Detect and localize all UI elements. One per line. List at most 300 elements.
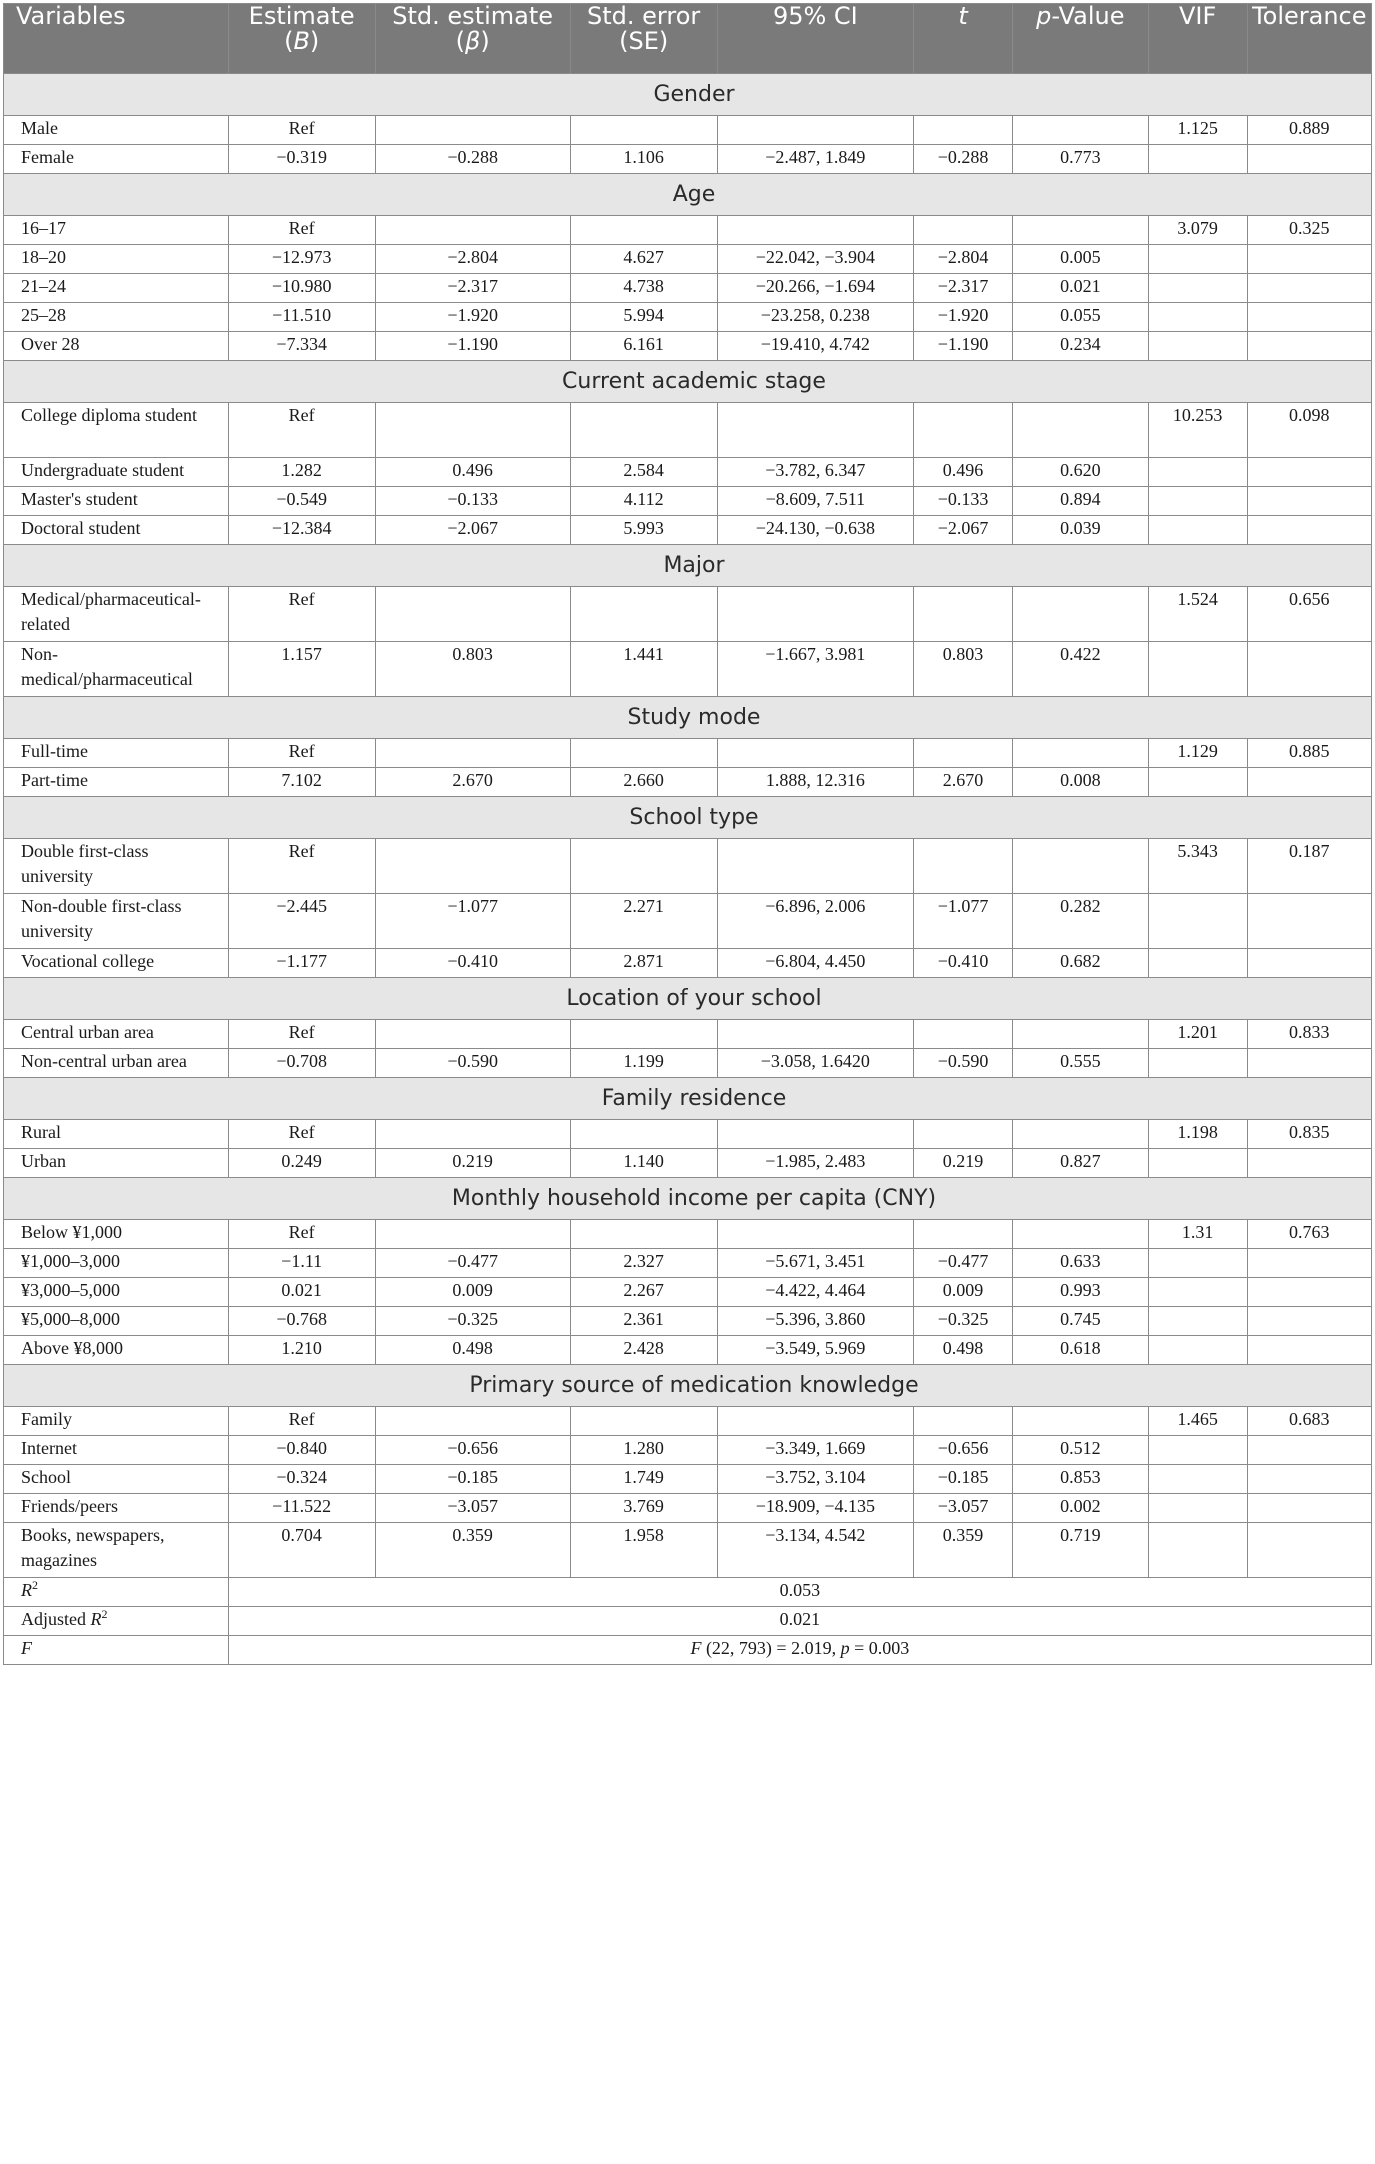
cell-std-estimate: −3.057 [375,1494,570,1523]
stat-row-f [4,1636,1372,1665]
stat-row-adjusted-r2 [4,1607,1372,1636]
cell-vif [1148,768,1247,797]
cell-std-error: 4.738 [570,274,717,303]
stat-value: 0.053 [228,1578,1371,1607]
cell-p-value: 0.282 [1013,894,1149,949]
cell-vif [1148,245,1247,274]
cell-p-value: 0.719 [1013,1523,1149,1578]
cell-t-value [914,587,1013,642]
row-label: Doctoral student [4,516,229,545]
cell-estimate: −2.445 [228,894,375,949]
cell-std-estimate: −0.590 [375,1049,570,1078]
cell-estimate: 0.704 [228,1523,375,1578]
cell-tolerance [1247,487,1371,516]
cell-estimate: 0.021 [228,1278,375,1307]
cell-vif: 1.129 [1148,739,1247,768]
row-label: Full-time [4,739,229,768]
cell-p-value [1013,1120,1149,1149]
row-label: Below ¥1,000 [4,1220,229,1249]
cell-p-value: 0.618 [1013,1336,1149,1365]
table-row [4,1249,1372,1278]
cell-p-value: 0.853 [1013,1465,1149,1494]
cell-estimate: −12.973 [228,245,375,274]
table-row [4,1220,1372,1249]
cell-estimate: −0.549 [228,487,375,516]
cell-estimate: 1.157 [228,642,375,697]
row-label: Friends/peers [4,1494,229,1523]
cell-tolerance: 0.885 [1247,739,1371,768]
cell-std-estimate: 0.803 [375,642,570,697]
stat-label: F [4,1636,229,1665]
cell-t-value [914,1020,1013,1049]
cell-vif [1148,458,1247,487]
cell-ci: −19.410, 4.742 [717,332,913,361]
cell-std-error: 2.267 [570,1278,717,1307]
cell-ci: 1.888, 12.316 [717,768,913,797]
cell-std-estimate: 0.009 [375,1278,570,1307]
group-title: Age [4,174,1372,216]
table-row [4,1149,1372,1178]
group-title: Study mode [4,697,1372,739]
cell-ci [717,1407,913,1436]
cell-std-estimate [375,216,570,245]
cell-vif [1148,1249,1247,1278]
cell-vif [1148,1465,1247,1494]
table-row [4,1307,1372,1336]
cell-std-estimate: 0.359 [375,1523,570,1578]
cell-t-value [914,116,1013,145]
cell-estimate: 1.210 [228,1336,375,1365]
row-label: Female [4,145,229,174]
cell-p-value: 0.055 [1013,303,1149,332]
cell-t-value: 0.803 [914,642,1013,697]
group-title: School type [4,797,1372,839]
cell-p-value [1013,1220,1149,1249]
cell-std-error: 4.112 [570,487,717,516]
cell-t-value [914,739,1013,768]
row-label: 25–28 [4,303,229,332]
cell-ci: −3.782, 6.347 [717,458,913,487]
cell-std-estimate: −1.190 [375,332,570,361]
table-row [4,332,1372,361]
cell-ci: −5.671, 3.451 [717,1249,913,1278]
col-header-t: t [914,4,1013,74]
col-header-vif: VIF [1148,4,1247,74]
col-header-std-estimate: Std. estimate (β) [375,4,570,74]
cell-std-error: 1.280 [570,1436,717,1465]
table-row [4,516,1372,545]
cell-p-value: 0.021 [1013,274,1149,303]
cell-std-estimate: 0.496 [375,458,570,487]
cell-t-value: −0.288 [914,145,1013,174]
cell-vif [1148,1307,1247,1336]
cell-tolerance [1247,145,1371,174]
cell-estimate: −1.11 [228,1249,375,1278]
cell-tolerance: 0.325 [1247,216,1371,245]
table-row [4,216,1372,245]
cell-estimate: Ref [228,839,375,894]
col-header-p-value: p-Value [1013,4,1149,74]
table-row [4,1049,1372,1078]
cell-ci [717,1220,913,1249]
cell-t-value [914,403,1013,458]
cell-tolerance [1247,949,1371,978]
cell-t-value: −2.317 [914,274,1013,303]
cell-vif: 1.125 [1148,116,1247,145]
cell-ci: −3.349, 1.669 [717,1436,913,1465]
cell-std-error [570,1220,717,1249]
cell-std-estimate [375,403,570,458]
cell-tolerance [1247,1494,1371,1523]
row-label: ¥3,000–5,000 [4,1278,229,1307]
cell-estimate: −12.384 [228,516,375,545]
group-header-row [4,545,1372,587]
table-row [4,1120,1372,1149]
cell-tolerance: 0.656 [1247,587,1371,642]
cell-ci: −3.134, 4.542 [717,1523,913,1578]
model-stats [4,1578,1372,1665]
cell-tolerance: 0.683 [1247,1407,1371,1436]
cell-std-error: 1.106 [570,145,717,174]
cell-p-value: 0.422 [1013,642,1149,697]
group-title: Major [4,545,1372,587]
cell-ci: −6.804, 4.450 [717,949,913,978]
cell-ci: −24.130, −0.638 [717,516,913,545]
cell-std-estimate: 0.498 [375,1336,570,1365]
col-header-estimate: Estimate (B) [228,4,375,74]
cell-std-estimate: −0.477 [375,1249,570,1278]
cell-t-value: −0.477 [914,1249,1013,1278]
cell-p-value: 0.512 [1013,1436,1149,1465]
table-row [4,1278,1372,1307]
cell-std-error: 1.441 [570,642,717,697]
cell-std-estimate [375,739,570,768]
group-title: Location of your school [4,978,1372,1020]
cell-tolerance [1247,1523,1371,1578]
cell-t-value: −1.920 [914,303,1013,332]
row-label: Part-time [4,768,229,797]
cell-std-error: 1.749 [570,1465,717,1494]
cell-p-value: 0.002 [1013,1494,1149,1523]
cell-t-value [914,1220,1013,1249]
cell-vif: 1.524 [1148,587,1247,642]
cell-std-estimate: 2.670 [375,768,570,797]
row-label: Non-medical/pharmaceutical [4,642,229,697]
row-label: Medical/pharmaceutical-related [4,587,229,642]
cell-p-value: 0.773 [1013,145,1149,174]
cell-vif [1148,332,1247,361]
cell-t-value: 0.219 [914,1149,1013,1178]
cell-vif [1148,1336,1247,1365]
cell-std-error: 2.584 [570,458,717,487]
cell-vif: 1.31 [1148,1220,1247,1249]
cell-estimate: 7.102 [228,768,375,797]
cell-std-error [570,216,717,245]
cell-std-estimate: −1.920 [375,303,570,332]
cell-std-error [570,839,717,894]
cell-t-value: 0.359 [914,1523,1013,1578]
cell-tolerance [1247,1336,1371,1365]
table-row [4,145,1372,174]
cell-t-value: −2.067 [914,516,1013,545]
cell-tolerance [1247,245,1371,274]
cell-estimate: Ref [228,1407,375,1436]
cell-tolerance [1247,894,1371,949]
row-label: Rural [4,1120,229,1149]
cell-vif [1148,642,1247,697]
group-header-row [4,174,1372,216]
cell-vif [1148,1494,1247,1523]
cell-tolerance: 0.835 [1247,1120,1371,1149]
cell-vif [1148,274,1247,303]
stat-value: 0.021 [228,1607,1371,1636]
cell-std-estimate: −0.325 [375,1307,570,1336]
table-body [4,74,1372,1578]
cell-std-error: 3.769 [570,1494,717,1523]
cell-std-estimate [375,839,570,894]
table-row [4,1494,1372,1523]
cell-ci: −20.266, −1.694 [717,274,913,303]
cell-std-estimate: −2.317 [375,274,570,303]
cell-vif [1148,516,1247,545]
cell-tolerance [1247,1049,1371,1078]
cell-t-value: 0.496 [914,458,1013,487]
row-label: Internet [4,1436,229,1465]
cell-vif: 3.079 [1148,216,1247,245]
stat-value: F (22, 793) = 2.019, p = 0.003 [228,1636,1371,1665]
cell-estimate: Ref [228,1020,375,1049]
cell-ci: −1.667, 3.981 [717,642,913,697]
cell-p-value [1013,216,1149,245]
cell-ci [717,839,913,894]
cell-p-value: 0.620 [1013,458,1149,487]
table-row [4,1465,1372,1494]
cell-ci: −23.258, 0.238 [717,303,913,332]
cell-std-error [570,587,717,642]
cell-tolerance: 0.833 [1247,1020,1371,1049]
group-title: Family residence [4,1078,1372,1120]
cell-estimate: Ref [228,403,375,458]
cell-tolerance [1247,274,1371,303]
row-label: Vocational college [4,949,229,978]
cell-ci [717,403,913,458]
cell-std-estimate: 0.219 [375,1149,570,1178]
table-row [4,1523,1372,1578]
cell-estimate: Ref [228,1220,375,1249]
cell-std-estimate: −0.185 [375,1465,570,1494]
cell-p-value [1013,403,1149,458]
group-header-row [4,74,1372,116]
stat-label: Adjusted $R^2$ [4,1607,229,1636]
row-label: Family [4,1407,229,1436]
cell-p-value: 0.745 [1013,1307,1149,1336]
cell-p-value: 0.633 [1013,1249,1149,1278]
cell-std-estimate: −2.067 [375,516,570,545]
cell-vif [1148,949,1247,978]
cell-t-value: 2.670 [914,768,1013,797]
cell-tolerance [1247,1436,1371,1465]
row-label: College diploma student [4,403,229,458]
cell-std-estimate: −1.077 [375,894,570,949]
cell-estimate: Ref [228,587,375,642]
cell-std-estimate [375,1120,570,1149]
cell-estimate: Ref [228,216,375,245]
row-label: Double first-class university [4,839,229,894]
cell-t-value: 0.498 [914,1336,1013,1365]
group-header-row [4,697,1372,739]
cell-vif [1148,1523,1247,1578]
cell-p-value [1013,1020,1149,1049]
col-header-ci: 95% CI [717,4,913,74]
cell-tolerance [1247,1278,1371,1307]
cell-std-estimate: −2.804 [375,245,570,274]
group-title: Gender [4,74,1372,116]
cell-vif [1148,894,1247,949]
cell-ci [717,116,913,145]
cell-std-error [570,403,717,458]
row-label: Non-central urban area [4,1049,229,1078]
cell-std-error: 5.993 [570,516,717,545]
row-label: 16–17 [4,216,229,245]
cell-t-value: −1.077 [914,894,1013,949]
table-row [4,403,1372,458]
stat-row-r2 [4,1578,1372,1607]
cell-std-error: 2.327 [570,1249,717,1278]
group-header-row [4,1178,1372,1220]
cell-vif [1148,1149,1247,1178]
cell-estimate: −11.510 [228,303,375,332]
table-row [4,1336,1372,1365]
cell-p-value: 0.682 [1013,949,1149,978]
col-header-variables: Variables [4,4,229,74]
group-title: Primary source of medication knowledge [4,1365,1372,1407]
cell-std-estimate: −0.410 [375,949,570,978]
cell-std-estimate: −0.288 [375,145,570,174]
table-row [4,739,1372,768]
table-row [4,949,1372,978]
table-row [4,587,1372,642]
cell-estimate: −0.324 [228,1465,375,1494]
group-header-row [4,978,1372,1020]
stat-label: $R^2$ [4,1578,229,1607]
cell-tolerance: 0.889 [1247,116,1371,145]
cell-std-error: 1.199 [570,1049,717,1078]
cell-std-estimate: −0.133 [375,487,570,516]
cell-estimate: −10.980 [228,274,375,303]
row-label: 21–24 [4,274,229,303]
cell-std-estimate [375,116,570,145]
cell-ci: −4.422, 4.464 [717,1278,913,1307]
group-title: Current academic stage [4,361,1372,403]
table-row [4,116,1372,145]
cell-ci: −8.609, 7.511 [717,487,913,516]
cell-ci [717,216,913,245]
cell-std-error [570,1407,717,1436]
cell-vif [1148,1049,1247,1078]
cell-std-error: 6.161 [570,332,717,361]
table-row [4,458,1372,487]
cell-std-error: 5.994 [570,303,717,332]
cell-p-value [1013,839,1149,894]
cell-std-error: 2.660 [570,768,717,797]
cell-t-value: −0.133 [914,487,1013,516]
cell-t-value [914,1407,1013,1436]
cell-t-value: 0.009 [914,1278,1013,1307]
cell-std-error [570,1020,717,1049]
table-row [4,245,1372,274]
table-row [4,487,1372,516]
cell-ci: −3.549, 5.969 [717,1336,913,1365]
cell-t-value [914,216,1013,245]
cell-p-value: 0.005 [1013,245,1149,274]
table-row [4,768,1372,797]
cell-tolerance [1247,332,1371,361]
cell-estimate: Ref [228,739,375,768]
cell-estimate: −0.708 [228,1049,375,1078]
cell-std-error: 1.958 [570,1523,717,1578]
cell-t-value: −3.057 [914,1494,1013,1523]
group-header-row [4,1078,1372,1120]
cell-t-value: −0.185 [914,1465,1013,1494]
header-row [4,4,1372,74]
row-label: 18–20 [4,245,229,274]
row-label: Central urban area [4,1020,229,1049]
cell-vif: 1.465 [1148,1407,1247,1436]
table-row [4,274,1372,303]
cell-estimate: Ref [228,1120,375,1149]
cell-p-value [1013,739,1149,768]
cell-tolerance [1247,1465,1371,1494]
cell-vif: 1.198 [1148,1120,1247,1149]
cell-tolerance [1247,768,1371,797]
cell-p-value: 0.234 [1013,332,1149,361]
cell-t-value: −0.325 [914,1307,1013,1336]
cell-estimate: −1.177 [228,949,375,978]
cell-vif: 10.253 [1148,403,1247,458]
cell-ci: −2.487, 1.849 [717,145,913,174]
cell-estimate: −0.840 [228,1436,375,1465]
cell-estimate: −0.319 [228,145,375,174]
cell-std-error [570,116,717,145]
row-label: Non-double first-class university [4,894,229,949]
table-row [4,1407,1372,1436]
cell-ci: −5.396, 3.860 [717,1307,913,1336]
cell-ci [717,1120,913,1149]
cell-p-value: 0.008 [1013,768,1149,797]
row-label: ¥1,000–3,000 [4,1249,229,1278]
cell-p-value [1013,587,1149,642]
cell-estimate: Ref [228,116,375,145]
row-label: Over 28 [4,332,229,361]
cell-p-value: 0.039 [1013,516,1149,545]
cell-ci: −1.985, 2.483 [717,1149,913,1178]
cell-vif [1148,145,1247,174]
cell-std-estimate [375,587,570,642]
cell-t-value: −0.590 [914,1049,1013,1078]
cell-vif: 5.343 [1148,839,1247,894]
cell-p-value [1013,1407,1149,1436]
row-label: Undergraduate student [4,458,229,487]
cell-p-value [1013,116,1149,145]
regression-table [3,3,1372,1665]
cell-estimate: −0.768 [228,1307,375,1336]
cell-tolerance: 0.187 [1247,839,1371,894]
cell-p-value: 0.993 [1013,1278,1149,1307]
cell-estimate: −11.522 [228,1494,375,1523]
cell-t-value [914,1120,1013,1149]
table-row [4,1020,1372,1049]
cell-std-estimate: −0.656 [375,1436,570,1465]
